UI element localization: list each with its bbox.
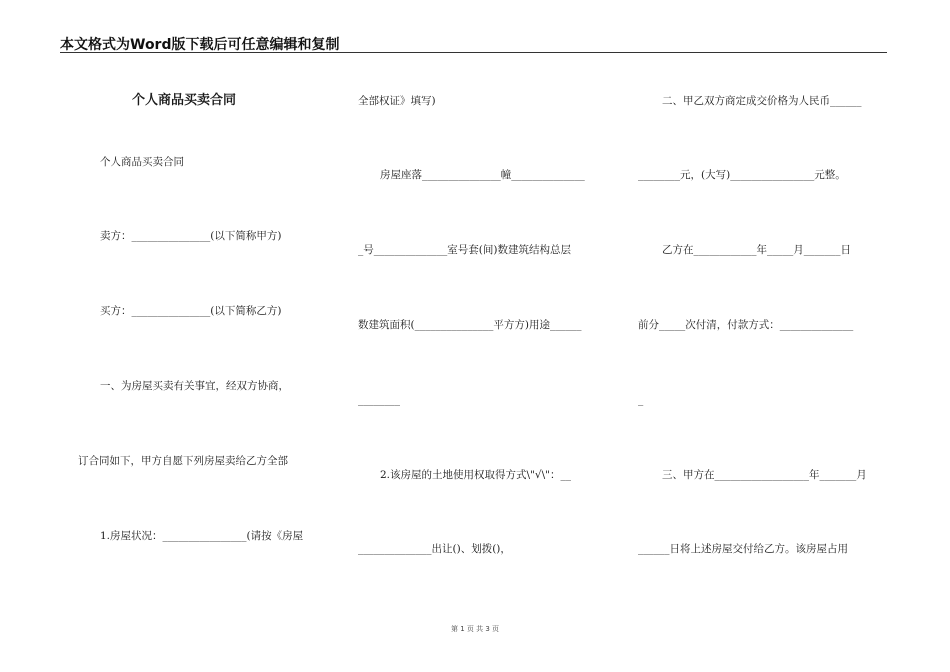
clause-1-line: 一、为房屋买卖有关事宜，经双方协商，: [100, 380, 289, 392]
document-header-title: 本文格式为Word版下载后可任意编辑和复制: [60, 37, 340, 53]
blank-line: ________: [358, 394, 400, 406]
contract-subtitle: 个人商品买卖合同: [100, 156, 184, 168]
land-use-line: 2.该房屋的土地使用权取得方式\"√\"：__: [380, 469, 571, 481]
room-number-line: _号______________室号套(间)数建筑结构总层: [358, 244, 571, 256]
buyer-line: 买方：_______________(以下简称乙方): [100, 305, 282, 317]
delivery-clause-line: 三、甲方在__________________年_______月: [662, 469, 867, 481]
payment-date-line: 乙方在____________年_____月_______日: [662, 244, 851, 256]
column-3: [636, 0, 888, 672]
contract-title: 个人商品买卖合同: [132, 93, 237, 108]
certificate-line: 全部权证》填写): [358, 95, 436, 107]
column-1: [60, 0, 330, 672]
building-area-line: 数建筑面积(_______________平方方)用途______: [358, 319, 582, 331]
seller-line: 卖方：_______________(以下简称甲方): [100, 230, 282, 242]
blank-line: _: [638, 394, 644, 406]
payment-method-line: 前分_____次付清，付款方式：______________: [638, 319, 854, 331]
page-footer: 第 1 页 共 3 页: [450, 625, 500, 633]
delivery-continued-line: ______日将上述房屋交付给乙方。该房屋占用: [638, 543, 848, 555]
column-2: [356, 0, 608, 672]
price-clause-line: 二、甲乙双方商定成交价格为人民币______: [662, 95, 862, 107]
price-amount-line: ________元，(大写)________________元整。: [638, 169, 846, 181]
transfer-allocation-line: ______________出让()、划拨()，: [358, 543, 511, 555]
property-status-line: 1.房屋状况：________________(请按《房屋: [100, 530, 304, 542]
clause-1-continued: 订合同如下，甲方自愿下列房屋卖给乙方全部: [78, 455, 288, 467]
property-location-line: 房屋座落_______________幢______________: [380, 169, 585, 181]
